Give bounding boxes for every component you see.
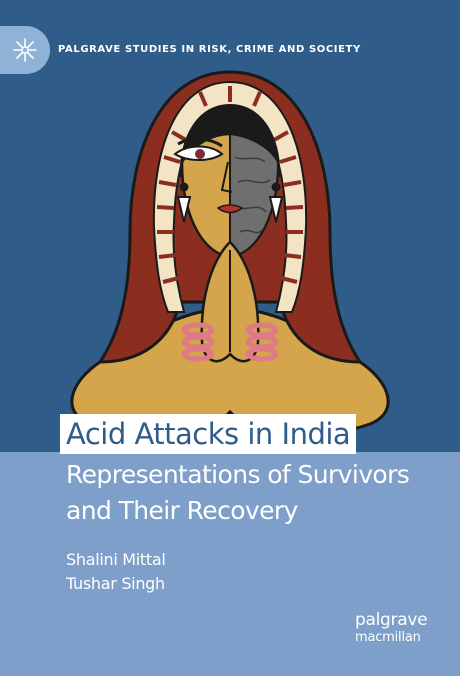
subtitle-line-1: Representations of Survivors <box>66 460 410 489</box>
book-title: Acid Attacks in India <box>60 414 356 454</box>
palgrave-star-icon <box>11 36 39 64</box>
book-subtitle <box>66 457 456 529</box>
subtitle-line-2: and Their Recovery <box>66 496 298 525</box>
author-2: Tushar Singh <box>66 574 165 593</box>
woman-namaste-illustration <box>60 62 400 454</box>
publisher-line-1: palgrave <box>355 610 428 630</box>
series-name: PALGRAVE STUDIES IN RISK, CRIME AND SOCIETY <box>58 44 361 55</box>
publisher-logo <box>355 611 427 645</box>
book-title-wrap <box>60 414 356 454</box>
publisher-line-2: macmillan <box>355 630 421 645</box>
series-badge <box>0 26 50 74</box>
iris <box>195 149 205 159</box>
author-1: Shalini Mittal <box>66 550 166 569</box>
